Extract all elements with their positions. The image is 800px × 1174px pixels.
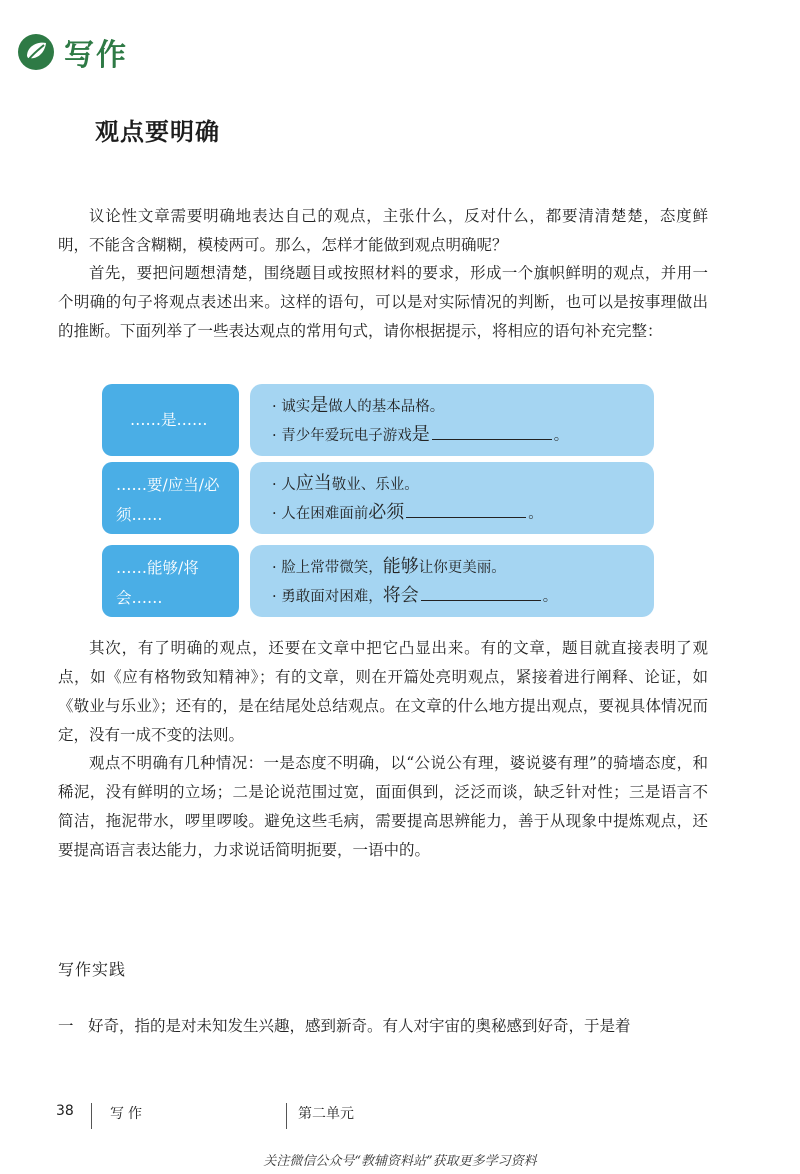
fill-in-blank[interactable] xyxy=(406,500,526,518)
lesson-title: 观点要明确 xyxy=(95,118,220,146)
footer-section: 写作 xyxy=(110,1106,146,1122)
pattern-row xyxy=(102,545,654,625)
example-sentence: · 人应当敬业、乐业。 xyxy=(272,473,419,494)
practice-item xyxy=(58,1012,631,1041)
footer-unit: 第二单元 xyxy=(298,1106,354,1122)
page-number: 38 xyxy=(56,1103,74,1119)
paragraph-third: 观点不明确有几种情况：一是态度不明确，以“公说公有理，婆说婆有理”的骑墙态度，和稀泥，没有鲜明的立场；二是论说范围过宽，面面俱到，泛泛而谈，缺乏针对性；三是语言不简洁，拖泥带水，啰里啰唆。避免这些毛病，需要提高思辨能力，善于从现象中提炼观点，还要提高语言表达能力，力求说话简明扼要，一语中的。 xyxy=(58,754,708,859)
practice-title: 写作实践 xyxy=(58,960,127,979)
section-header xyxy=(16,30,128,74)
pattern-label: ……能够/将会…… xyxy=(102,545,239,617)
example-sentence: · 勇敢面对困难，将会 。 xyxy=(272,585,558,606)
pattern-examples xyxy=(250,384,654,456)
fill-in-blank[interactable] xyxy=(421,583,541,601)
example-sentence: · 脸上常带微笑，能够让你更美丽。 xyxy=(272,556,506,577)
footer-divider xyxy=(286,1103,287,1129)
pattern-examples xyxy=(250,545,654,617)
paragraph-intro: 议论性文章需要明确地表达自己的观点，主张什么，反对什么，都要清清楚楚，态度鲜明，不能含含糊糊，模棱两可。那么，怎样才能做到观点明确呢？ xyxy=(58,207,708,254)
leaf-circle-icon xyxy=(16,32,56,72)
example-sentence: · 青少年爱玩电子游戏是 。 xyxy=(272,424,569,445)
practice-item-number: 一 xyxy=(58,1017,74,1035)
practice-item-text: 好奇，指的是对未知发生兴趣，感到新奇。有人对宇宙的奥秘感到好奇，于是着 xyxy=(88,1017,631,1035)
pattern-row xyxy=(102,384,654,464)
fill-in-blank[interactable] xyxy=(432,422,552,440)
paragraph-second: 其次，有了明确的观点，还要在文章中把它凸显出来。有的文章，题目就直接表明了观点，如《应有格物致知精神》；有的文章，则在开篇处亮明观点，紧接着进行阐释、论证，如《敬业与乐业》；还有的，是在结尾处总结观点。在文章的什么地方提出观点，要视具体情况而定，没有一成不变的法则。 xyxy=(58,639,708,744)
section-title: 写作 xyxy=(64,38,128,73)
example-sentence: · 人在困难面前必须 。 xyxy=(272,502,543,523)
pattern-label: ……是…… xyxy=(102,384,239,456)
example-sentence: · 诚实是做人的基本品格。 xyxy=(272,395,445,416)
pattern-examples xyxy=(250,462,654,534)
pattern-row xyxy=(102,462,654,542)
pattern-label: ……要/应当/必须…… xyxy=(102,462,239,534)
paragraph-first: 首先，要把问题想清楚，围绕题目或按照材料的要求，形成一个旗帜鲜明的观点，并用一个明确的句子将观点表述出来。这样的语句，可以是对实际情况的判断，也可以是按事理做出的推断。下面列举了一些表达观点的常用句式，请你根据提示，将相应的语句补充完整： xyxy=(58,264,708,340)
footer-divider xyxy=(91,1103,92,1129)
watermark: 关注微信公众号“教辅资料站”获取更多学习资料 xyxy=(263,1154,537,1169)
